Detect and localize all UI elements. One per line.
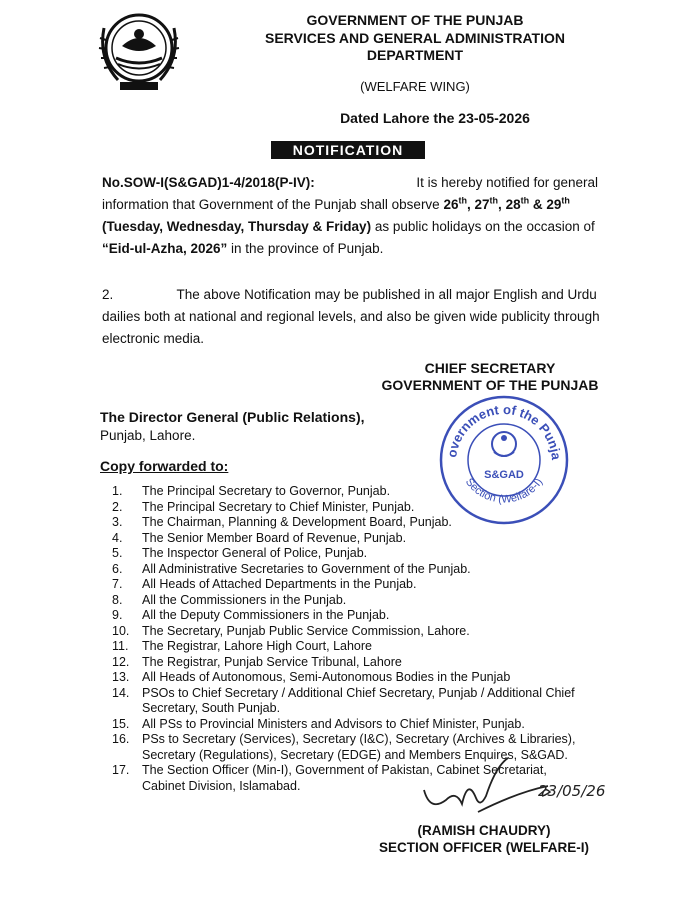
list-item-line: The Registrar, Lahore High Court, Lahore [142, 639, 372, 653]
occasion-name: “Eid-ul-Azha, 2026” [102, 241, 228, 256]
list-item [112, 562, 602, 578]
signature-date: 23/05/26 [538, 782, 606, 800]
list-item [112, 717, 602, 733]
list-item-text [142, 500, 602, 516]
list-item-text [142, 624, 602, 640]
p1-text-b: information that Government of the Punjab shall observe [102, 197, 440, 212]
section-officer-name: (RAMISH CHAUDRY) [417, 823, 551, 838]
holiday-days: (Tuesday, Wednesday, Thursday & Friday) [102, 219, 372, 234]
list-item-line: The Inspector General of Police, Punjab. [142, 546, 368, 560]
list-item-number: 10. [112, 623, 130, 638]
list-item-text [142, 546, 602, 562]
stamp-emblem-icon [492, 432, 516, 456]
list-item [112, 577, 602, 593]
header-wing: (WELFARE WING) [360, 79, 470, 94]
list-item-text [142, 515, 602, 531]
list-item-text [142, 717, 602, 733]
p1-text-a: It is hereby notified for general [416, 175, 598, 190]
list-item-line: All Administrative Secretaries to Government of the Punjab. [142, 561, 471, 576]
list-item-number: 8. [112, 592, 123, 607]
paragraph-1 [102, 172, 598, 260]
list-item-line: The Secretary, Punjab Public Service Commission, Lahore. [142, 623, 470, 638]
list-item-text [142, 593, 602, 609]
list-item-number: 13. [112, 670, 130, 684]
list-item [112, 546, 602, 562]
list-item-line: The Registrar, Punjab Service Tribunal, Lahore [142, 654, 402, 669]
list-item [112, 624, 602, 640]
list-item-text [142, 670, 602, 686]
copy-forwarded-list [112, 484, 602, 794]
list-item-text [142, 562, 602, 578]
list-item-text [142, 531, 602, 547]
list-item-text [142, 639, 602, 655]
list-item-line: The Chairman, Planning & Development Board, Punjab. [142, 515, 452, 529]
header-government: GOVERNMENT OF THE PUNJAB [306, 12, 524, 28]
header-department-cont: DEPARTMENT [366, 47, 464, 63]
list-item [112, 686, 602, 717]
p2-line-2: dailies both at national and regional levels, and also be given wide publicity through [102, 309, 600, 324]
p2-number: 2. [102, 287, 114, 302]
header-department: SERVICES AND GENERAL ADMINISTRATION [265, 30, 565, 46]
list-item-line: The Senior Member Board of Revenue, Punjab. [142, 530, 407, 545]
list-item [112, 670, 602, 686]
punjab-government-logo [94, 8, 184, 94]
chief-secretary-title: CHIEF SECRETARY [424, 360, 556, 376]
list-item-line: Cabinet Division, Islamabad. [142, 778, 301, 793]
stamp-bottom-text: Section (Welfare-I) [462, 476, 546, 506]
list-item-number: 12. [112, 654, 130, 669]
list-item-text [142, 577, 602, 593]
stamp-top-text: overnment of the Punja [444, 401, 565, 461]
list-item-line: All Heads of Attached Departments in the Punjab. [142, 577, 417, 591]
list-item-line: PSOs to Chief Secretary / Additional Chief Secretary, Punjab / Additional Chief [142, 685, 575, 700]
list-item-number: 15. [112, 716, 130, 731]
list-item-text [142, 655, 602, 671]
list-item-text [142, 608, 602, 624]
p2-line-3: electronic media. [102, 331, 205, 346]
copy-forwarded-heading: Copy forwarded to: [100, 458, 229, 474]
list-item-line: PSs to Secretary (Services), Secretary (I&C), Secretary (Archives & Libraries), [142, 732, 576, 746]
list-item-line: All Heads of Autonomous, Semi-Autonomous Bodies in the Punjab [142, 670, 511, 684]
list-item-number: 6. [112, 561, 123, 576]
list-item-number: 1. [112, 484, 123, 498]
list-item-number: 16. [112, 732, 130, 746]
list-item-line: All the Deputy Commissioners in the Punjab. [142, 608, 390, 622]
list-item [112, 500, 602, 516]
list-item [112, 593, 602, 609]
list-item-line: The Principal Secretary to Chief Minister, Punjab. [142, 499, 415, 514]
list-item-line: Secretary, South Punjab. [142, 701, 281, 715]
p2-line-1: The above Notification may be published in all major English and Urdu [176, 287, 597, 302]
list-item-number: 4. [112, 530, 123, 545]
list-item-number: 11. [112, 639, 129, 653]
list-item-line: Secretary (Regulations), Secretary (EDGE) and Members Enquires, S&GAD. [142, 747, 568, 762]
list-item-number: 17. [112, 763, 130, 777]
list-item [112, 639, 602, 655]
list-item [112, 655, 602, 671]
svg-text:Government of the Punjab [436, 392, 564, 461]
list-item-number: 5. [112, 546, 123, 560]
paragraph-2 [102, 284, 598, 350]
list-item [112, 531, 602, 547]
list-item-text [142, 484, 602, 500]
list-item [112, 608, 602, 624]
list-item [112, 484, 602, 500]
list-item-number: 2. [112, 499, 123, 514]
section-officer-title: SECTION OFFICER (WELFARE-I) [379, 840, 589, 855]
list-item-line: The Principal Secretary to Governor, Punjab. [142, 484, 391, 498]
holiday-dates: 26th, 27th, 28th & 29th [443, 195, 570, 212]
reference-number: No.SOW-I(S&GAD)1-4/2018(P-IV): [102, 175, 315, 190]
p1-text-d: in the province of Punjab. [231, 241, 384, 256]
list-item-number: 3. [112, 515, 123, 529]
addressee-line-1: The Director General (Public Relations), [100, 409, 365, 425]
addressee-line-2: Punjab, Lahore. [100, 428, 196, 443]
list-item-number: 14. [112, 685, 130, 700]
list-item [112, 515, 602, 531]
chief-secretary-govt: GOVERNMENT OF THE PUNJAB [381, 377, 599, 393]
list-item-line: The Section Officer (Min-I), Government of Pakistan, Cabinet Secretariat, [142, 763, 547, 777]
stamp-center-text: S&GAD [484, 469, 524, 481]
notification-label: NOTIFICATION [271, 141, 425, 159]
list-item-text [142, 686, 602, 717]
list-item-number: 7. [112, 577, 123, 591]
list-item-line: All PSs to Provincial Ministers and Advisors to Chief Minister, Punjab. [142, 716, 525, 731]
dated-line: Dated Lahore the 23-05-2026 [340, 110, 530, 126]
list-item-number: 9. [112, 608, 123, 622]
p1-text-c: as public holidays on the occasion of [374, 219, 595, 234]
list-item-line: All the Commissioners in the Punjab. [142, 592, 347, 607]
handwritten-signature [418, 752, 608, 824]
